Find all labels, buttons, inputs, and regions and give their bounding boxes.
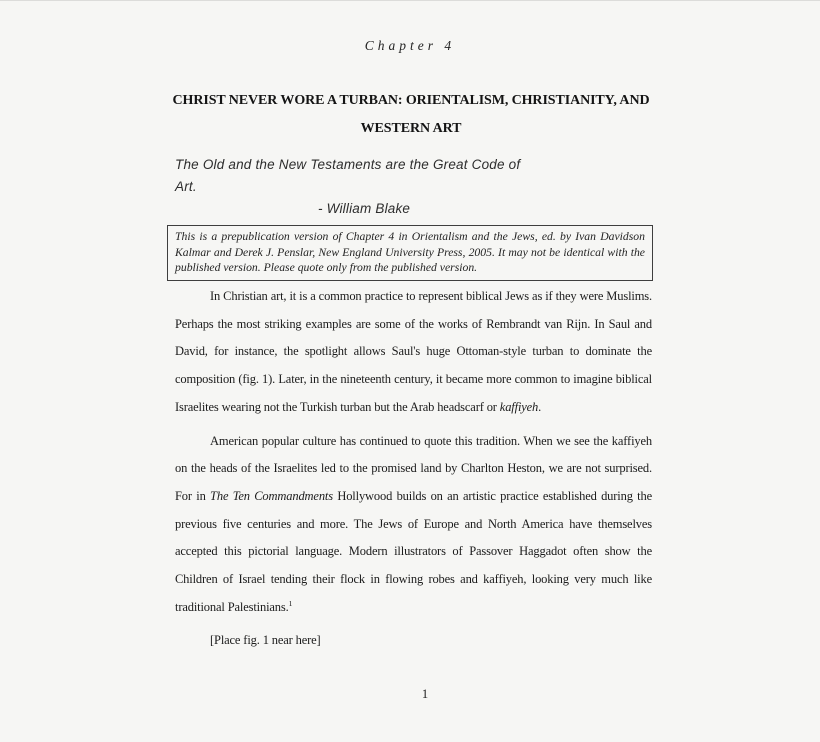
page-footer xyxy=(175,687,675,702)
epigraph-quote-line1: The Old and the New Testaments are the Great Code of xyxy=(175,157,521,172)
epigraph-attribution: - William Blake xyxy=(318,201,411,216)
chapter-label: Chapter 4 xyxy=(364,38,456,53)
figure-placeholder-note: [Place fig. 1 near here] xyxy=(210,633,321,648)
document-title xyxy=(168,87,654,142)
prepublication-notice-box: This is a prepublication version of Chapter 4 in Orientalism and the Jews, ed. by Ivan Davidson Kalmar and Derek J. Penslar, New England University Press, 2005. It may not be identical with the published version. Please quote only from the published version. xyxy=(167,225,653,281)
epigraph xyxy=(175,154,655,220)
body-text xyxy=(175,283,652,655)
document-title-line1: CHRIST NEVER WORE A TURBAN: ORIENTALISM, CHRISTIANITY, AND xyxy=(172,93,650,108)
body-paragraph-1: In Christian art, it is a common practice to represent biblical Jews as if they were Muslims. Perhaps the most striking examples are some of the works of Rembrandt van Rijn. In Saul and David, for instance, the spotlight allows Saul's huge Ottoman-style turban to dominate the composition (fig. 1). Later, in the nineteenth century, it became more common to imagine biblical Israelites wearing not the Turkish turban but the Arab headscarf or kaffiyeh. xyxy=(175,289,652,414)
body-paragraph-2: American popular culture has continued to quote this tradition. When we see the kaffiyeh on the heads of the Israelites led to the promised land by Charlton Heston, we are not surprised. For in The Ten Commandments Hollywood builds on an artistic practice established during the previous five centuries and more. The Jews of Europe and North America have themselves accepted this pictorial language. Modern illustrators of Passover Haggadot often show the Children of Israel tending their flock in flowing robes and kaffiyeh, looking very much like traditional Palestinians.$^1$ xyxy=(175,433,652,614)
epigraph-quote-line2: Art. xyxy=(175,178,197,194)
document-title-line2: WESTERN ART xyxy=(360,120,462,136)
page-number: 1 xyxy=(421,687,429,701)
